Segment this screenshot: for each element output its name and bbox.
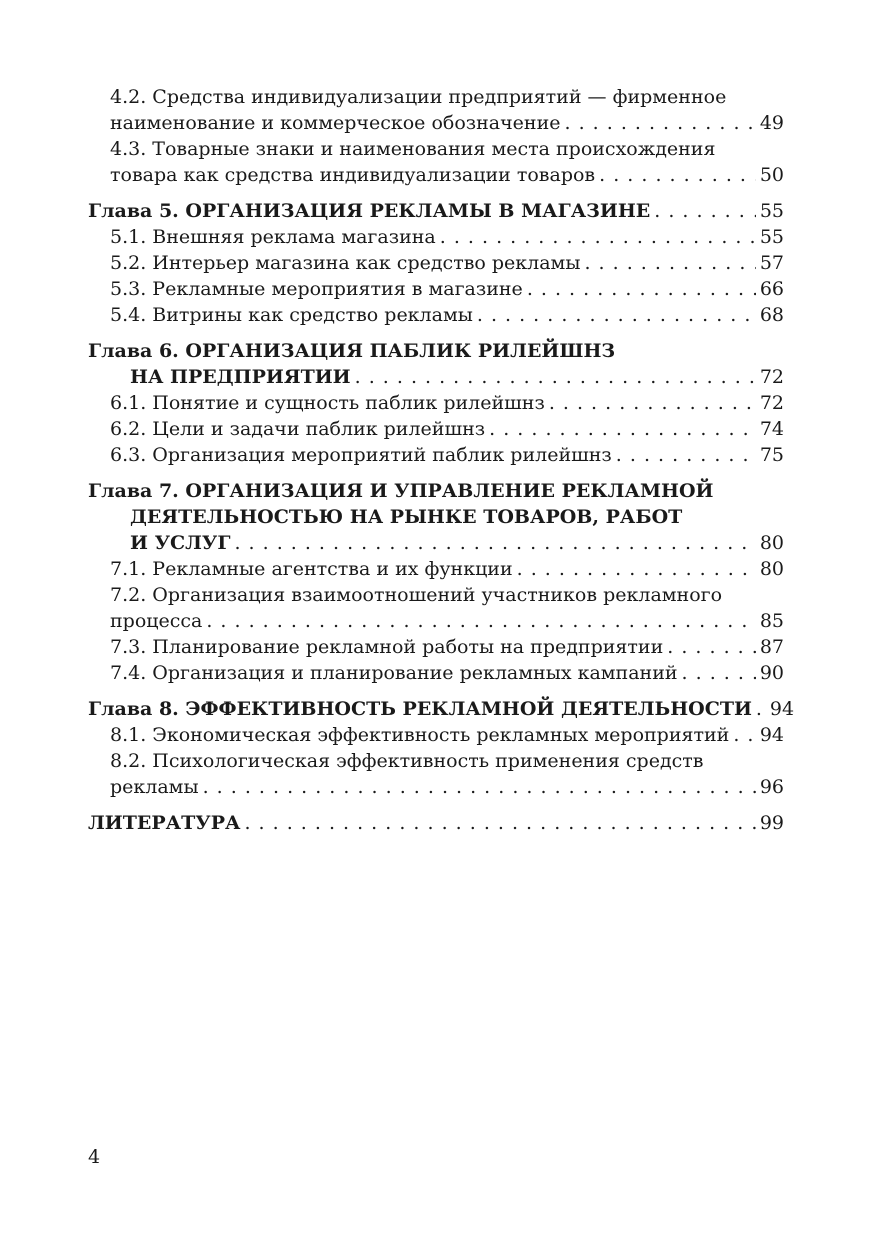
leader-dots [616,442,756,468]
toc-entry-6-1[interactable] [88,390,784,416]
toc-page-number: 99 [759,812,784,834]
toc-page-number: 50 [759,164,784,186]
leader-dots [244,810,755,836]
toc-chapter-title: Глава 8. ЭФФЕКТИВНОСТЬ РЕКЛАМНОЙ ДЕЯТЕЛЬНОСТИ [88,698,752,720]
toc-entry-8-2-cont[interactable] [88,774,784,800]
leader-dots [517,556,756,582]
toc-group-ch7 [88,478,784,686]
toc-page-number: 80 [759,558,784,580]
toc-entry-7-3[interactable] [88,634,784,660]
toc-entry-5-2[interactable] [88,250,784,276]
toc-page-number: 90 [759,662,784,684]
toc-entry-title: 5.1. Внешняя реклама магазина [110,226,436,248]
toc-page-number: 49 [759,112,784,134]
toc-entry-title: 5.2. Интерьер магазина как средство рекламы [110,252,581,274]
toc-group-ch6 [88,338,784,468]
toc-entry-title: 6.2. Цели и задачи паблик рилейшнз [110,418,486,440]
toc-entry-6-2[interactable] [88,416,784,442]
toc-group-ch5 [88,198,784,328]
toc-page-number: 55 [759,226,784,248]
toc-entry-5-4[interactable] [88,302,784,328]
leader-dots [489,416,756,442]
toc-chapter-7[interactable] [88,478,784,504]
leader-dots [527,276,756,302]
toc-page-number: 75 [759,444,784,466]
toc-page-number: 74 [759,418,784,440]
toc-page-number: 80 [759,532,784,554]
toc-entry-5-1[interactable] [88,224,784,250]
toc-group-ch4-tail [88,84,784,188]
toc-chapter-title: Глава 7. ОРГАНИЗАЦИЯ И УПРАВЛЕНИЕ РЕКЛАМНОЙ [88,480,714,502]
leader-dots [682,660,756,686]
toc-page-number: 66 [759,278,784,300]
toc-entry-title: 7.3. Планирование рекламной работы на предприятии [110,636,664,658]
toc-page-number: 94 [769,698,795,720]
leader-dots [549,390,756,416]
toc-entry-title: процесса [110,610,203,632]
leader-dots [565,110,756,136]
toc-entry-7-2[interactable] [88,582,784,608]
page-number: 4 [88,1146,101,1168]
toc-entry-title: наименование и коммерческое обозначение [110,112,561,134]
leader-dots [756,696,766,722]
toc-chapter-title: НА ПРЕДПРИЯТИИ [130,366,351,388]
toc-entry-title: 7.1. Рекламные агентства и их функции [110,558,513,580]
leader-dots [667,634,756,660]
toc-chapter-title: И УСЛУГ [130,532,231,554]
toc-entry-7-2-cont[interactable] [88,608,784,634]
toc-entry-4-2[interactable] [88,84,784,110]
toc-chapter-6[interactable] [88,338,784,364]
toc-entry-6-3[interactable] [88,442,784,468]
leader-dots [355,364,756,390]
toc-page-number: 72 [759,392,784,414]
toc-page-number: 85 [759,610,784,632]
table-of-contents [88,84,795,836]
toc-chapter-7-cont2[interactable] [88,530,784,556]
toc-literature[interactable] [88,810,784,836]
toc-page-number: 55 [759,200,784,222]
toc-entry-title: товара как средства индивидуализации товаров [110,164,596,186]
toc-chapter-title: ДЕЯТЕЛЬНОСТЬЮ НА РЫНКЕ ТОВАРОВ, РАБОТ [130,506,683,528]
toc-entry-title: 5.4. Витрины как средство рекламы [110,304,473,326]
toc-group-ch8 [88,696,795,800]
leader-dots [654,198,756,224]
toc-page-number: 87 [759,636,784,658]
leader-dots [477,302,756,328]
toc-entry-8-1[interactable] [88,722,784,748]
toc-chapter-title: Глава 5. ОРГАНИЗАЦИЯ РЕКЛАМЫ В МАГАЗИНЕ [88,200,651,222]
leader-dots [440,224,756,250]
toc-entry-8-2[interactable] [88,748,784,774]
toc-group-literature [88,810,784,836]
toc-entry-5-3[interactable] [88,276,784,302]
toc-page-number: 94 [759,724,784,746]
toc-chapter-6-cont[interactable] [88,364,784,390]
leader-dots [203,774,756,800]
toc-page-number: 68 [759,304,784,326]
toc-entry-4-2-cont[interactable] [88,110,784,136]
toc-entry-title: 7.2. Организация взаимоотношений участников рекламного [110,584,723,606]
toc-entry-title: 5.3. Рекламные мероприятия в магазине [110,278,523,300]
toc-chapter-8[interactable] [88,696,795,722]
leader-dots [206,608,755,634]
toc-entry-title: рекламы [110,776,199,798]
toc-page-number: 96 [759,776,784,798]
leader-dots [599,162,756,188]
toc-entry-title: 4.2. Средства индивидуализации предприятий — фирменное [110,86,727,108]
leader-dots [584,250,755,276]
toc-entry-title: 8.1. Экономическая эффективность рекламных мероприятий [110,724,730,746]
leader-dots [733,722,755,748]
toc-chapter-5[interactable] [88,198,784,224]
toc-entry-7-1[interactable] [88,556,784,582]
toc-chapter-title: Глава 6. ОРГАНИЗАЦИЯ ПАБЛИК РИЛЕЙШНЗ [88,340,616,362]
toc-page-number: 72 [759,366,784,388]
toc-chapter-7-cont[interactable] [88,504,784,530]
toc-chapter-title: ЛИТЕРАТУРА [88,812,241,834]
toc-entry-title: 4.3. Товарные знаки и наименования места происхождения [110,138,716,160]
toc-entry-4-3-cont[interactable] [88,162,784,188]
toc-entry-title: 7.4. Организация и планирование рекламных кампаний [110,662,678,684]
toc-entry-7-4[interactable] [88,660,784,686]
toc-entry-4-3[interactable] [88,136,784,162]
toc-entry-title: 6.3. Организация мероприятий паблик рилейшнз [110,444,612,466]
toc-page-number: 57 [759,252,784,274]
leader-dots [234,530,755,556]
toc-entry-title: 8.2. Психологическая эффективность применения средств [110,750,704,772]
toc-entry-title: 6.1. Понятие и сущность паблик рилейшнз [110,392,545,414]
